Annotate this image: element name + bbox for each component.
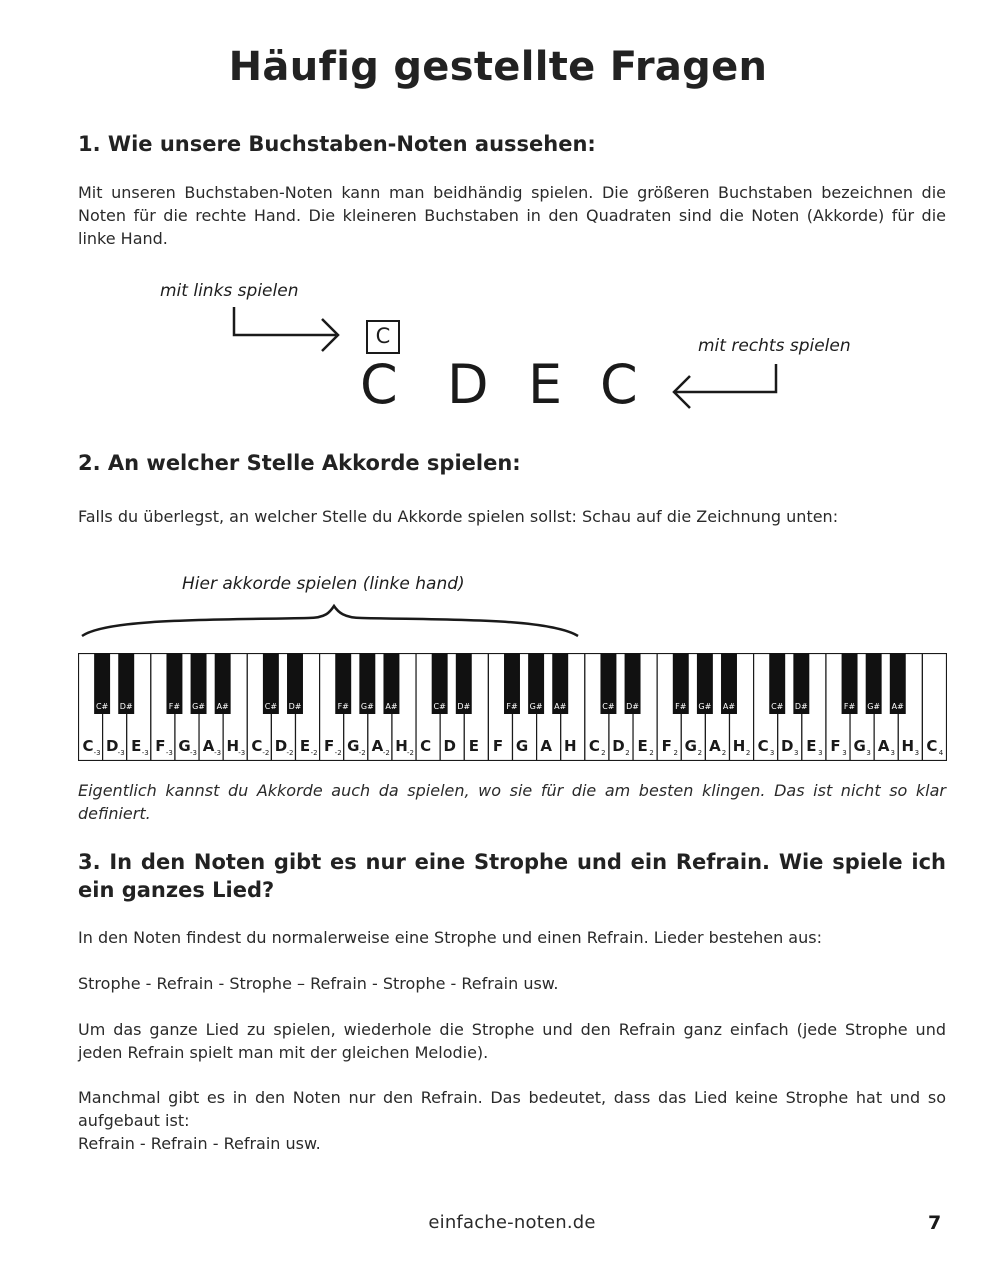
black-key-label: A# [216, 702, 229, 711]
section2-heading: 2. An welcher Stelle Akkorde spielen: [78, 451, 521, 475]
white-key-label: H [563, 737, 577, 755]
piano-keyboard [78, 653, 947, 761]
black-key-label: F# [506, 702, 518, 711]
octave-subscript: 2 [625, 749, 630, 757]
octave-subscript: 3 [890, 749, 895, 757]
right-hand-label: mit rechts spielen [698, 336, 851, 356]
octave-subscript: -3 [117, 749, 125, 757]
black-key-label: F# [168, 702, 181, 711]
white-key-label: G [515, 737, 529, 755]
note-letter: C [600, 353, 638, 416]
octave-subscript: 3 [866, 749, 871, 757]
black-key-label: F# [843, 702, 856, 711]
white-key-label: A [371, 737, 384, 755]
octave-subscript: 3 [794, 749, 799, 757]
white-key-label: E [131, 737, 142, 755]
octave-subscript: 3 [769, 749, 775, 757]
octave-subscript: -2 [358, 749, 366, 757]
white-key-label: H [395, 737, 408, 755]
white-key-label: E [468, 737, 479, 755]
octave-subscript: 2 [745, 749, 751, 757]
section2-text: Falls du überlegst, an welcher Stelle du Akkorde spielen sollst: Schau auf die Zeichnung unten: [78, 507, 839, 526]
note-letter: E [528, 353, 563, 416]
white-key-label: A [202, 737, 215, 755]
octave-subscript: 3 [914, 749, 920, 757]
white-key-label: D [274, 737, 288, 755]
black-key-label: C# [602, 702, 615, 711]
octave-subscript: -3 [238, 749, 246, 757]
section1-heading: 1. Wie unsere Buchstaben-Noten aussehen: [78, 132, 596, 156]
black-key-label: C# [771, 702, 784, 711]
black-key-label: A# [554, 702, 567, 711]
white-key-label: A [540, 737, 552, 755]
section3-heading: 3. In den Noten gibt es nur eine Strophe und ein Refrain. Wie spiele ich ein ganzes Lied? [78, 850, 946, 902]
white-key-label: C [757, 737, 769, 755]
white-key-label: F [155, 737, 166, 755]
brace-label: Hier akkorde spielen (linke hand) [182, 574, 465, 594]
page-title: Häufig gestellte Fragen [228, 44, 768, 90]
white-key-label: H [226, 737, 240, 755]
black-key-label: C# [433, 702, 446, 711]
white-key-label: G [853, 737, 866, 755]
page-number: 7 [928, 1212, 942, 1234]
white-key-label: F [324, 737, 335, 755]
black-key-label: C# [264, 702, 278, 711]
octave-subscript: -3 [214, 749, 222, 757]
section3-p2: Strophe - Refrain - Strophe – Refrain - Strophe - Refrain usw. [78, 974, 559, 993]
footer-site: einfache-noten.de [428, 1212, 596, 1233]
white-key-label: C [420, 737, 432, 755]
white-key-label: F [830, 737, 841, 755]
black-key-label: D# [119, 702, 133, 711]
black-key-label: F# [675, 702, 687, 711]
black-key-label: D# [626, 702, 639, 711]
octave-subscript: -3 [165, 749, 173, 757]
chord-box: C [366, 320, 400, 354]
white-key-label: A [877, 737, 890, 755]
white-key-label: F [492, 737, 504, 755]
octave-subscript: -2 [334, 749, 342, 757]
black-key-label: A# [891, 702, 904, 711]
left-hand-label: mit links spielen [160, 281, 299, 301]
black-key-label: G# [698, 702, 712, 711]
white-key-label: C [588, 737, 600, 755]
octave-subscript: 2 [697, 749, 703, 757]
white-key-label: D [781, 737, 794, 755]
section3-p1: In den Noten findest du normalerweise eine Strophe und einen Refrain. Lieder bestehen aus: [78, 928, 822, 947]
white-key-label: E [299, 737, 311, 755]
section2-note: Eigentlich kannst du Akkorde auch da spielen, wo sie für die am besten klingen. Das ist nicht so klar definiert. [78, 781, 946, 823]
black-key-label: G# [529, 702, 543, 711]
white-key-label: C [82, 737, 94, 755]
white-key-label: D [612, 737, 625, 755]
octave-subscript: -3 [93, 749, 101, 757]
white-key-label: D [105, 737, 119, 755]
white-key-label: C [251, 737, 263, 755]
black-key-label: C# [95, 702, 109, 711]
white-key-label: H [901, 737, 915, 755]
black-key-label: D# [288, 702, 302, 711]
white-key-label: G [347, 737, 360, 755]
octave-subscript: 2 [721, 749, 727, 757]
black-key-label: G# [192, 702, 206, 711]
black-key-label: G# [360, 702, 374, 711]
white-key-label: C [926, 737, 938, 755]
white-key-label: H [732, 737, 746, 755]
black-key-label: D# [794, 702, 808, 711]
left-arrow-icon [226, 305, 346, 355]
section3-p5: Refrain - Refrain - Refrain usw. [78, 1134, 321, 1153]
note-letter: D [447, 353, 489, 416]
section1-text: Mit unseren Buchstaben-Noten kann man beidhändig spielen. Die größeren Buchstaben bezeichnen die Noten für die rechte Hand. Die kleineren Buchstaben in den Quadraten sind die Noten (Akkorde) für die linke Hand. [78, 183, 946, 248]
black-key-label: A# [385, 702, 398, 711]
octave-subscript: -3 [141, 749, 149, 757]
white-key-label: G [178, 737, 191, 755]
section3-p4: Manchmal gibt es in den Noten nur den Refrain. Das bedeutet, dass das Lied keine Strophe hat und so aufgebaut ist: [78, 1088, 946, 1130]
octave-subscript: 2 [673, 749, 678, 757]
white-key-label: D [443, 737, 456, 755]
white-key-label: F [661, 737, 672, 755]
black-key-label: G# [867, 702, 881, 711]
octave-subscript: -2 [286, 749, 294, 757]
octave-subscript: -3 [190, 749, 197, 757]
octave-subscript: -2 [310, 749, 318, 757]
octave-subscript: 3 [842, 749, 847, 757]
octave-subscript: -2 [262, 749, 270, 757]
octave-subscript: 2 [601, 749, 606, 757]
octave-subscript: 2 [649, 749, 654, 757]
white-key-label: A [709, 737, 721, 755]
black-key-label: F# [337, 702, 349, 711]
right-arrow-icon [664, 362, 784, 414]
octave-subscript: -2 [407, 749, 414, 757]
brace-icon [78, 600, 582, 642]
black-key-label: A# [722, 702, 736, 711]
white-key-label: E [806, 737, 817, 755]
note-letter: C [360, 353, 398, 416]
octave-subscript: -2 [382, 749, 390, 757]
black-key-label: D# [457, 702, 471, 711]
octave-subscript: 3 [818, 749, 823, 757]
octave-subscript: 4 [938, 749, 944, 757]
white-key-label: G [684, 737, 697, 755]
white-key-label: E [637, 737, 648, 755]
section3-p3: Um das ganze Lied zu spielen, wiederhole die Strophe und den Refrain ganz einfach (jede Strophe und jeden Refrain spielt man mit der gleichen Melodie). [78, 1020, 946, 1062]
